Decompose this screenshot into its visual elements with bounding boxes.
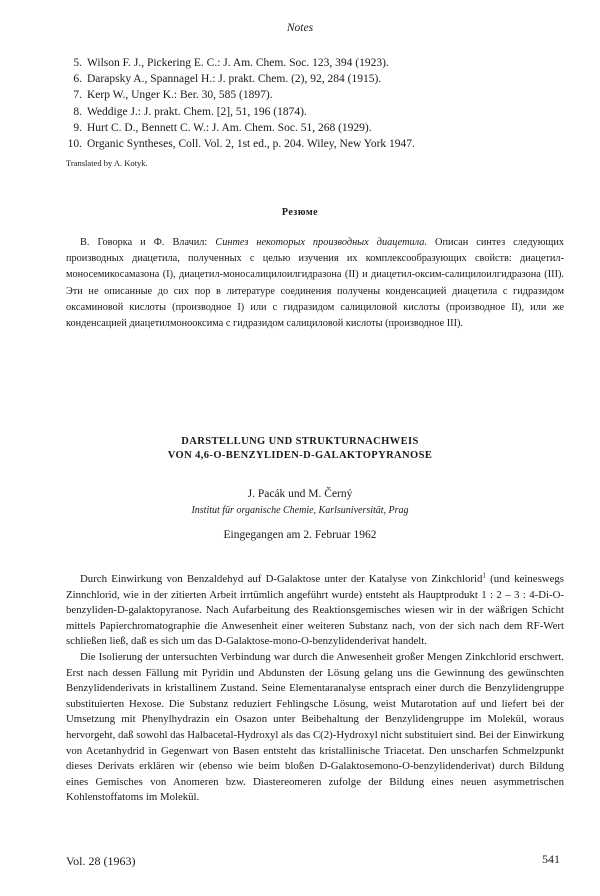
body-paragraph: Die Isolierung der untersuchten Verbindung war durch die Anwesenheit großer Mengen Zinkchlorid erschwert. Erst nach dessen Fällung mit Pyridin und Abdunsten der Lösung gelang uns die Gewinnung des gewünschten Benzylidenderivats in kristallinem Zustand. Seine Elementaranalyse entsprach einer durch die Benzylidengruppe substituierten Hexose. Die Substanz reduziert Fehlingsche Lösung, weist Mutarotation auf und liefert bei der Umsetzung mit Phenylhydrazin ein Osazon unter Beibehaltung der Benzylidengruppe im Molekül, woraus hervorgeht, daß sowohl das Halbacetal-Hydroxyl als das C(2)-Hydroxyl nicht substituiert sind. Bei der Einwirkung von Acetanhydrid in Gegenwart von Basen entsteht das kristallinische Triacetat. Den unscharfen Schmelzpunkt dieses Derivats erklären wir (ebenso wie beim bloßen D-Galaktosemono-O-benzylidenderivat) durch Bildung eines Gemisches von Anomeren bzw. Diastereomeren zufolge der Bildung eines neuen asymmetrischen Kohlenstoffatoms im Molekül. <box>66 650 564 804</box>
reference-item <box>66 87 560 103</box>
resume-article-title: Синтез некоторых производных диацетила. <box>215 237 428 248</box>
reference-text: Kerp W., Unger K.: Ber. 30, 585 (1897). <box>87 89 273 102</box>
article-authors: J. Pacák und M. Černý <box>247 488 353 500</box>
footnote-marker: 1 <box>482 571 486 580</box>
reference-number: 5. <box>73 57 82 69</box>
page-number: 541 <box>542 852 560 866</box>
reference-number: 8. <box>73 105 82 118</box>
article-title-line: VON 4,6-O-BENZYLIDEN-D-GALAKTOPYRANOSE <box>167 450 433 461</box>
article-body <box>66 572 564 806</box>
reference-text: Wilson F. J., Pickering E. C.: J. Am. Chem. Soc. 123, 394 (1923). <box>87 57 389 69</box>
reference-text: Hurt C. D., Bennett C. W.: J. Am. Chem. Soc. 51, 268 (1929). <box>87 121 372 134</box>
resume-authors: В. Говорка и Ф. Влачил: <box>80 237 208 248</box>
reference-number: 6. <box>73 73 82 86</box>
reference-item <box>66 136 560 152</box>
body-paragraph: Durch Einwirkung von Benzaldehyd auf D-Galaktose unter der Katalyse von Zinkchlorid$^1$ (und keineswegs Zinnchlorid, wie in der zitierten Arbeit irrtümlich angeführt wurde) entsteht als Hauptprodukt 1 : 2 – 3 : 4-Di-O-benzyliden-D-galaktopyranose. Nach Aufarbeitung des Reaktionsgemisches wiesen wir in der wäßrigen Schicht mittels Papierchromatographie die Anwesenheit einer weiteren Substanz nach, von der sich nach dem RF-Wert schließen ließ, daß es sich um das D-Galaktose-mono-O-benzylidenderivat handelt. <box>66 571 564 648</box>
reference-item <box>66 55 560 71</box>
article-title-line: DARSTELLUNG UND STRUKTURNACHWEIS <box>181 436 419 447</box>
volume-info: Vol. 28 (1963) <box>66 854 136 868</box>
reference-text: Weddige J.: J. prakt. Chem. [2], 51, 196 (1874). <box>87 105 307 118</box>
reference-item <box>66 71 560 87</box>
reference-text: Organic Syntheses, Coll. Vol. 2, 1st ed., p. 204. Wiley, New York 1947. <box>87 138 415 151</box>
reference-number: 9. <box>73 121 82 134</box>
reference-list <box>66 55 560 152</box>
resume-abstract: Описан синтез следующих производных диацетила, полученных с целью изучения их комплексообразующих свойств: диацетил-моносемикосамазона (I), диацетил-моносалицилоилгидразона (II) и диацетил-оксим-салицилоилгидразона (III). Эти не описанные до сих пор в литературе соединения получены конденсацией диацетила с гидразидом оксаминовой кислоты (производное I) или с гидразидом салициловой кислоты (производное II), или же конденсацией диацетилмонооксима с гидразидом салициловой кислоты (производное III). <box>66 237 564 330</box>
reference-text: Darapsky A., Spannagel H.: J. prakt. Chem. (2), 92, 284 (1915). <box>87 73 382 86</box>
resume-paragraph <box>66 235 564 332</box>
resume-heading: Резюме <box>281 207 319 218</box>
received-date: Eingegangen am 2. Februar 1962 <box>223 529 377 541</box>
translator-credit: Translated by A. Kotyk. <box>66 158 148 168</box>
reference-number: 10. <box>67 138 82 151</box>
reference-item <box>66 104 560 120</box>
resume-text <box>66 235 564 332</box>
article-institute: Institut für organische Chemie, Karlsuniversität, Prag <box>191 505 409 516</box>
reference-item <box>66 120 560 136</box>
article-title <box>0 435 600 463</box>
running-head: Notes <box>286 22 314 34</box>
reference-number: 7. <box>73 89 82 102</box>
